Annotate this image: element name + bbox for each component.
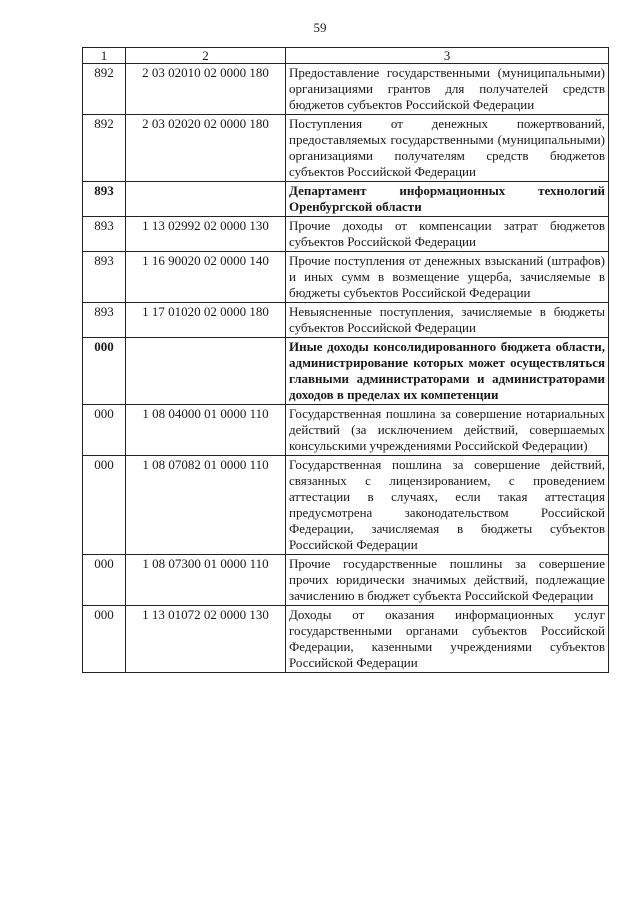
admin-code-cell: 000 [83, 555, 126, 606]
revenue-code-cell: 2 03 02020 02 0000 180 [126, 115, 286, 182]
table-row [83, 555, 609, 606]
admin-code-cell: 893 [83, 252, 126, 303]
revenue-name-cell: Поступления от денежных пожертвований, предоставляемых государственными (муниципальными) организациями получателям средств бюджетов субъектов Российской Федерации [286, 115, 609, 182]
table-header-row [83, 48, 609, 64]
revenue-code-cell: 1 17 01020 02 0000 180 [126, 303, 286, 338]
table-row [83, 64, 609, 115]
page-number: 59 [313, 20, 327, 35]
column-header-admin: 1 [83, 48, 126, 64]
table-row [83, 606, 609, 673]
table-row [83, 405, 609, 456]
revenue-name-cell: Предоставление государственными (муниципальными) организациями грантов для получателей средств бюджетов субъектов Российской Федерации [286, 64, 609, 115]
revenue-codes-table [82, 47, 609, 673]
revenue-code-cell: 1 13 01072 02 0000 130 [126, 606, 286, 673]
revenue-name-cell: Прочие доходы от компенсации затрат бюджетов субъектов Российской Федерации [286, 217, 609, 252]
admin-code-cell: 000 [83, 405, 126, 456]
column-header-code: 2 [126, 48, 286, 64]
section-title-cell: Иные доходы консолидированного бюджета области, администрирование которых может осуществляться главными администраторами и администраторами доходов в пределах их компетенции [286, 338, 609, 405]
admin-code-cell: 000 [83, 456, 126, 555]
revenue-code-cell [126, 338, 286, 405]
column-header-name: 3 [286, 48, 609, 64]
admin-code-cell: 000 [83, 338, 126, 405]
table-row [83, 456, 609, 555]
table-row [83, 217, 609, 252]
revenue-code-cell: 1 08 04000 01 0000 110 [126, 405, 286, 456]
section-header-row [83, 338, 609, 405]
admin-code-cell: 893 [83, 217, 126, 252]
admin-code-cell: 893 [83, 182, 126, 217]
table-row [83, 303, 609, 338]
section-title-cell: Департамент информационных технологий Оренбургской области [286, 182, 609, 217]
revenue-name-cell: Государственная пошлина за совершение действий, связанных с лицензированием, с проведением аттестации в случаях, если такая аттестация предусмотрена законодательством Российской Федерации, зачисляемая в бюджеты субъектов Российской Федерации [286, 456, 609, 555]
admin-code-cell: 892 [83, 64, 126, 115]
admin-code-cell: 893 [83, 303, 126, 338]
admin-code-cell: 892 [83, 115, 126, 182]
revenue-name-cell: Прочие государственные пошлины за совершение прочих юридически значимых действий, подлежащие зачислению в бюджет субъекта Российской Федерации [286, 555, 609, 606]
table-row [83, 115, 609, 182]
admin-code-cell: 000 [83, 606, 126, 673]
revenue-code-cell: 1 16 90020 02 0000 140 [126, 252, 286, 303]
revenue-code-cell: 1 08 07082 01 0000 110 [126, 456, 286, 555]
revenue-name-cell: Прочие поступления от денежных взысканий (штрафов) и иных сумм в возмещение ущерба, зачисляемые в бюджеты субъектов Российской Федерации [286, 252, 609, 303]
table-row [83, 252, 609, 303]
revenue-name-cell: Государственная пошлина за совершение нотариальных действий (за исключением действий, совершаемых консульскими учреждениями Российской Федерации) [286, 405, 609, 456]
revenue-name-cell: Невыясненные поступления, зачисляемые в бюджеты субъектов Российской Федерации [286, 303, 609, 338]
revenue-code-cell: 2 03 02010 02 0000 180 [126, 64, 286, 115]
revenue-code-cell: 1 08 07300 01 0000 110 [126, 555, 286, 606]
section-header-row [83, 182, 609, 217]
revenue-code-cell [126, 182, 286, 217]
revenue-name-cell: Доходы от оказания информационных услуг государственными органами субъектов Российской Федерации, казенными учреждениями субъектов Российской Федерации [286, 606, 609, 673]
revenue-code-cell: 1 13 02992 02 0000 130 [126, 217, 286, 252]
